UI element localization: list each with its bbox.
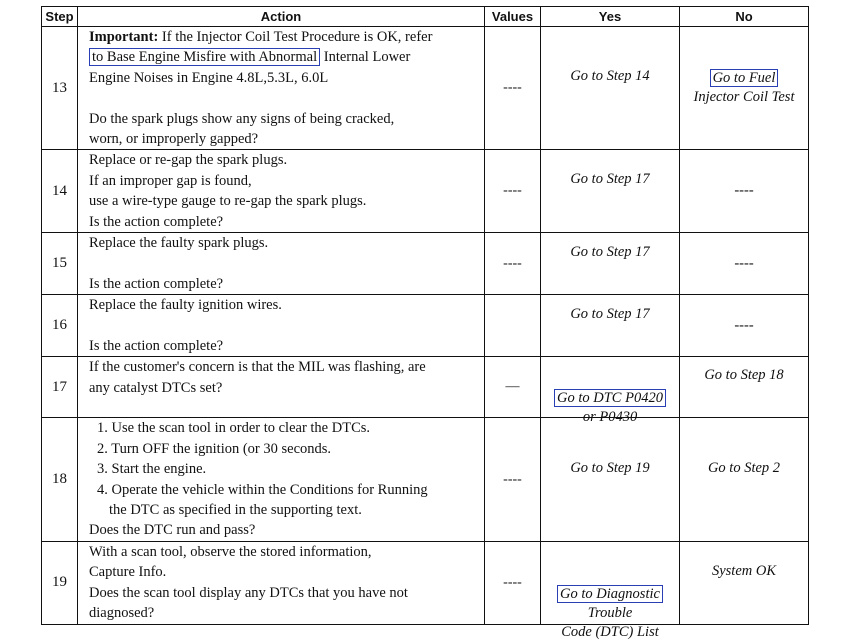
no-cell bbox=[680, 418, 809, 541]
header-step: Step bbox=[42, 7, 78, 27]
action-line: Capture Info. bbox=[89, 564, 167, 581]
action-step-item: 4. Operate the vehicle within the Conditions for Running bbox=[97, 481, 428, 498]
table-row bbox=[42, 27, 809, 150]
action-line: Does the DTC run and pass? bbox=[89, 522, 256, 539]
yes-action: or P0430 bbox=[582, 409, 638, 426]
action-line: diagnosed? bbox=[89, 605, 155, 622]
table-row bbox=[42, 233, 809, 295]
diagnostic-trouble-code-list-link[interactable]: Go to Diagnostic bbox=[557, 585, 663, 603]
action-line: Does the scan tool display any DTCs that you have not bbox=[89, 584, 408, 601]
yes-cell bbox=[541, 357, 680, 426]
values-cell bbox=[485, 295, 541, 357]
action-line: Is the action complete? bbox=[89, 275, 224, 292]
yes-action: Go to Step 19 bbox=[570, 459, 650, 476]
values-cell: — bbox=[485, 357, 541, 418]
step-number: 17 bbox=[42, 357, 78, 418]
action-line: to Base Engine Misfire with Abnormal Internal Lower bbox=[89, 47, 480, 67]
step-number: 15 bbox=[42, 233, 78, 295]
values-cell: ---- bbox=[485, 233, 541, 295]
action-step-item: the DTC as specified in the supporting text. bbox=[109, 502, 362, 519]
table-row bbox=[42, 357, 809, 418]
action-cell bbox=[78, 357, 485, 418]
action-line: Replace the faulty spark plugs. bbox=[89, 235, 269, 252]
yes-action: Trouble bbox=[587, 604, 633, 621]
step-number: 19 bbox=[42, 541, 78, 624]
step-number: 18 bbox=[42, 418, 78, 541]
action-line: Is the action complete? bbox=[89, 213, 224, 230]
action-cell bbox=[78, 418, 485, 541]
table-row bbox=[42, 150, 809, 233]
action-line: worn, or improperly gapped? bbox=[89, 131, 259, 148]
blank-line bbox=[89, 316, 480, 336]
no-action: System OK bbox=[711, 562, 777, 579]
action-step-item: 2. Turn OFF the ignition (or 30 seconds. bbox=[97, 440, 332, 457]
base-engine-misfire-link[interactable]: to Base Engine Misfire with Abnormal bbox=[89, 48, 320, 66]
action-line: If the customer's concern is that the MIL was flashing, are bbox=[89, 359, 426, 376]
action-line: If an improper gap is found, bbox=[89, 172, 252, 189]
values-cell: ---- bbox=[485, 541, 541, 624]
step-number: 13 bbox=[42, 27, 78, 150]
action-line: Engine Noises in Engine 4.8L,5.3L, 6.0L bbox=[89, 69, 329, 86]
step-number: 14 bbox=[42, 150, 78, 233]
no-cell bbox=[680, 357, 809, 418]
yes-action: Code (DTC) List bbox=[561, 623, 659, 640]
action-cell bbox=[78, 541, 485, 624]
yes-cell bbox=[541, 418, 680, 541]
diagnostic-procedure-table bbox=[41, 6, 809, 640]
yes-cell bbox=[541, 295, 680, 357]
no-action: ---- bbox=[734, 317, 754, 334]
action-cell bbox=[78, 295, 485, 357]
no-action: Injector Coil Test bbox=[693, 89, 795, 106]
no-action: Go to Step 18 bbox=[704, 367, 784, 384]
action-line: Replace or re-gap the spark plugs. bbox=[89, 152, 288, 169]
important-label: Important: bbox=[89, 29, 159, 45]
header-action: Action bbox=[78, 7, 485, 27]
action-line: use a wire-type gauge to re-gap the spark plugs. bbox=[89, 193, 367, 210]
table-row bbox=[42, 541, 809, 624]
yes-action: Go to Step 17 bbox=[570, 243, 650, 260]
table-row bbox=[42, 418, 809, 541]
yes-action: Go to Step 14 bbox=[570, 68, 650, 85]
action-line: any catalyst DTCs set? bbox=[89, 379, 223, 396]
values-cell: ---- bbox=[485, 150, 541, 233]
action-cell bbox=[78, 233, 485, 295]
action-cell bbox=[78, 27, 485, 150]
yes-cell bbox=[541, 233, 680, 295]
action-line: Do the spark plugs show any signs of being cracked, bbox=[89, 110, 395, 127]
yes-action: Go to Step 17 bbox=[570, 305, 650, 322]
action-line: With a scan tool, observe the stored information, bbox=[89, 543, 372, 560]
values-cell: ---- bbox=[485, 27, 541, 150]
yes-cell bbox=[541, 27, 680, 150]
header-row bbox=[42, 7, 809, 27]
header-yes: Yes bbox=[541, 7, 680, 27]
no-cell bbox=[680, 295, 809, 357]
no-cell bbox=[680, 541, 809, 624]
action-line: Is the action complete? bbox=[89, 338, 224, 355]
no-action: ---- bbox=[734, 255, 754, 272]
no-action: ---- bbox=[734, 182, 754, 199]
action-step-item: 1. Use the scan tool in order to clear the DTCs. bbox=[97, 420, 371, 437]
yes-cell bbox=[541, 541, 680, 640]
no-cell bbox=[680, 150, 809, 233]
dtc-p0420-link[interactable]: Go to DTC P0420 bbox=[554, 389, 666, 407]
action-step-item: 3. Start the engine. bbox=[97, 461, 207, 478]
blank-line bbox=[89, 253, 480, 273]
step-number: 16 bbox=[42, 295, 78, 357]
values-cell: ---- bbox=[485, 418, 541, 541]
fuel-injector-coil-test-link[interactable]: Go to Fuel bbox=[710, 69, 779, 87]
table-row bbox=[42, 295, 809, 357]
yes-action: Go to Step 17 bbox=[570, 171, 650, 188]
blank-line bbox=[89, 88, 480, 108]
no-cell bbox=[680, 27, 809, 150]
action-line: Replace the faulty ignition wires. bbox=[89, 297, 282, 314]
header-no: No bbox=[680, 7, 809, 27]
no-action: Go to Step 2 bbox=[707, 459, 781, 476]
yes-cell bbox=[541, 150, 680, 233]
header-values: Values bbox=[485, 7, 541, 27]
no-cell bbox=[680, 233, 809, 295]
action-cell bbox=[78, 150, 485, 233]
action-line: Important: If the Injector Coil Test Procedure is OK, refer bbox=[89, 29, 433, 45]
